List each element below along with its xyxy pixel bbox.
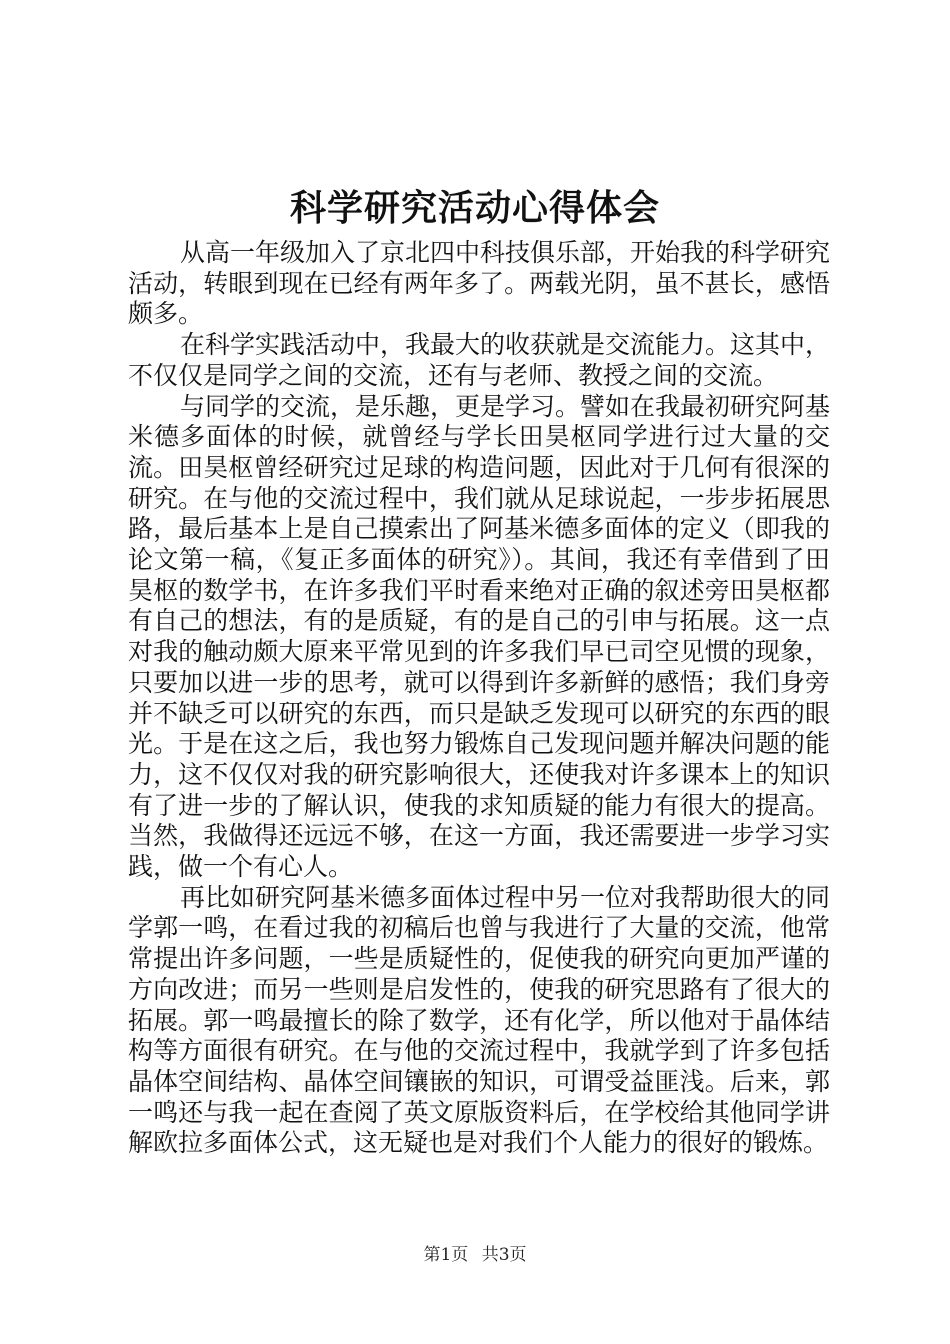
- paragraph-2: 在科学实践活动中，我最大的收获就是交流能力。这其中，不仅仅是同学之间的交流，还有与老师、教授之间的交流。: [128, 330, 831, 390]
- page-total: 共3页: [481, 1245, 527, 1265]
- page-number: 第1页: [423, 1245, 469, 1265]
- paragraph-3: 与同学的交流，是乐趣，更是学习。譬如在我最初研究阿基米德多面体的时候，就曾经与学长田昊枢同学进行过大量的交流。田昊枢曾经研究过足球的构造问题，因此对于几何有很深的研究。在与他的交流过程中，我们就从足球说起，一步步拓展思路，最后基本上是自己摸索出了阿基米德多面体的定义（即我的论文第一稿，《复正多面体的研究》）。其间，我还有幸借到了田昊枢的数学书，在许多我们平时看来绝对正确的叙述旁田昊枢都有自己的想法，有的是质疑，有的是自己的引申与拓展。这一点对我的触动颇大原来平常见到的许多我们早已司空见惯的现象，只要加以进一步的思考，就可以得到许多新鲜的感悟；我们身旁并不缺乏可以研究的东西，而只是缺乏发现可以研究的东西的眼光。于是在这之后，我也努力锻炼自己发现问题并解决问题的能力，这不仅仅对我的研究影响很大，还使我对许多课本上的知识有了进一步的了解认识，使我的求知质疑的能力有很大的提高。当然，我做得还远远不够，在这一方面，我还需要进一步学习实践，做一个有心人。: [128, 391, 831, 882]
- document-title: 科学研究活动心得体会: [289, 187, 660, 229]
- page-footer: [0, 1243, 950, 1267]
- document-body: [128, 238, 830, 1159]
- paragraph-1: 从高一年级加入了京北四中科技俱乐部，开始我的科学研究活动，转眼到现在已经有两年多了。两载光阴，虽不甚长，感悟颇多。: [128, 238, 831, 329]
- paragraph-4: 再比如研究阿基米德多面体过程中另一位对我帮助很大的同学郭一鸣，在看过我的初稿后也曾与我进行了大量的交流，他常常提出许多问题，一些是质疑性的，促使我的研究向更加严谨的方向改进；而另一些则是启发性的，使我的研究思路有了很大的拓展。郭一鸣最擅长的除了数学，还有化学，所以他对于晶体结构等方面很有研究。在与他的交流过程中，我就学到了许多包括晶体空间结构、晶体空间镶嵌的知识，可谓受益匪浅。后来，郭一鸣还与我一起在查阅了英文原版资料后，在学校给其他同学讲解欧拉多面体公式，这无疑也是对我们个人能力的很好的锻炼。: [128, 882, 831, 1158]
